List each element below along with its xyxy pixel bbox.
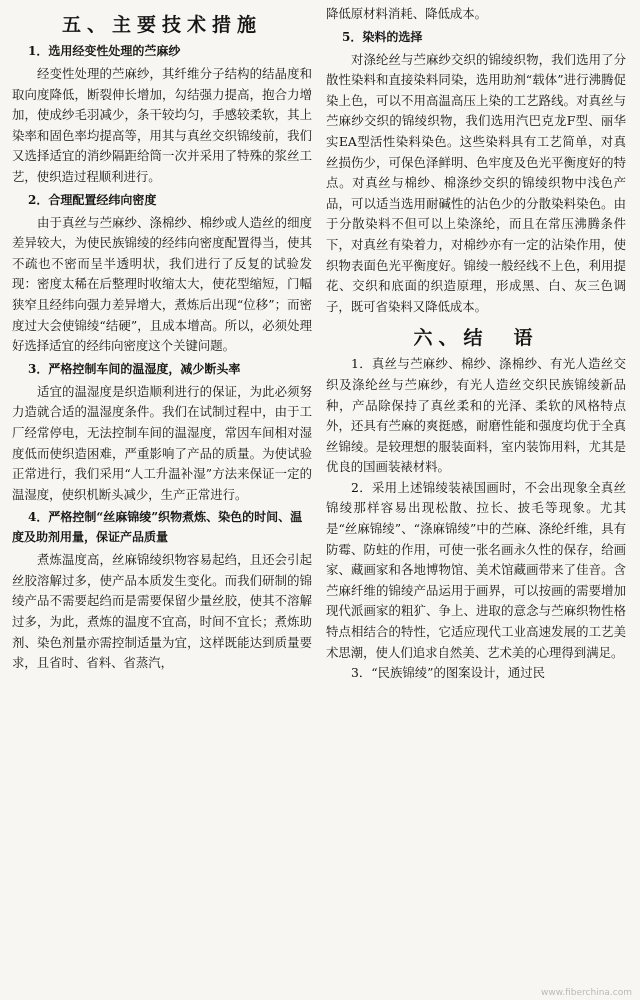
section-title-5: 五、主要技术措施 bbox=[61, 14, 262, 36]
subheading-4: 4．严格控制“丝麻锦绫”织物煮炼、染色的时间、温度及助剂用量，保证产品质量 bbox=[12, 510, 303, 545]
right-column bbox=[326, 4, 626, 1000]
paragraph-4: 煮炼温度高，丝麻锦绫织物容易起绉，且还会引起丝胶溶解过多，使产品本质发生变化。而我们研制的锦绫产品不需要起绉而是需要保留少量丝胶，使其不溶解过多，为此，煮炼的温度不宜高，时间不宜长；煮炼助剂、染色剂量亦需控制适量为宜，这样既能达到质量要求，且省时、省料、省蒸汽， bbox=[12, 552, 312, 671]
subheading-1: 1．选用经变性处理的苎麻纱 bbox=[28, 44, 181, 58]
paragraph-continued: 降低原材料消耗、降低成本。 bbox=[326, 6, 488, 21]
paragraph-3: 适宜的温湿度是织造顺利进行的保证，为此必须努力造就合适的温湿度条件。我们在试制过程中，由于工厂经常停电，无法控制车间的温湿度，常因车间相对湿度低而使织造困难，严重影响了产品的质量。为使试验正常进行，我们采用“人工升温补湿”方法来保证一定的温湿度，使织机断头减少，生产正常进行。 bbox=[12, 383, 312, 502]
left-column bbox=[12, 4, 312, 1000]
conclusion-3: 3．“民族锦绫”的图案设计，通过民 bbox=[351, 665, 546, 681]
paragraph-1: 经变性处理的苎麻纱，其纤维分子结构的结晶度和取向度降低，断裂伸长增加，勾结强力提高，抱合力增加，使成纱毛羽减少，条干较均匀，手感较柔软，其上染率和固色率均提高等，用其与真丝交织锦绫前，我们又选择适宜的消纱隔距给筒一次并采用了特殊的浆丝工艺，使织造过程顺利进行。 bbox=[12, 66, 312, 184]
subheading-5: 5．染料的选择 bbox=[342, 29, 423, 44]
subheading-2: 2．合理配置经纬向密度 bbox=[28, 192, 157, 207]
paragraph-2: 由于真丝与苎麻纱、涤棉纱、棉纱或人造丝的细度差异较大，为使民族锦绫的经纬向密度配置得当，使其不疏也不密而呈半透明状，我们进行了反复的试验发现：密度太稀在后整理时收缩太大，使花型缩短，门幅狭窄且经纬向强力差异增大，煮炼后出现“位移”；而密度过大会使锦绫“结硬”，且成本增高。所以，必须处理好选择适宜的经纬向密度这个关键问题。 bbox=[12, 214, 312, 354]
paragraph-5: 对涤纶丝与苎麻纱交织的锦绫织物，我们选用了分散性染料和直接染料同染，选用助剂“载体”进行沸腾促染上色，可以不用高温高压上染的工艺路线。对真丝与苎麻纱交织的锦绫织物，我们选用汽巴克龙F型、丽华实EA型活性染料染色。这些染料具有工艺简单，对真丝损伤少，可保色泽鲜明、色牢度及色光平衡度好的特点。对真丝与棉纱、棉涤纱交织的锦绫织物中浅色产品，可以适当选用耐碱性的沾色少的分散染料染色。由于分散染料不但可以上染涤纶，而且在常压沸腾条件下，对真丝有染着力，对棉纱亦有一定的沾染作用，使织物表面色光平衡度好。锦绫一般经线不上色，利用提花、交织和底面的织造原理，形成黑、白、灰三色调子，既可省染料又降低成本。 bbox=[326, 51, 626, 314]
conclusion-1: 1．真丝与苎麻纱、棉纱、涤棉纱、有光人造丝交织及涤纶丝与苎麻纱，有光人造丝交织民族锦绫新品种，产品除保持了真丝柔和的光泽、柔软的风格特点外，还具有苎麻的爽挺感，耐磨性能和强度均优于全真丝锦绫。是较理想的服装面料，室内装饰用料，尤其是优良的国画装裱材料。 bbox=[326, 356, 626, 475]
conclusion-2: 2．采用上述锦绫装裱国画时，不会出现象全真丝锦绫那样容易出现松散、拉长、披毛等现象。尤其是“丝麻锦绫”、“涤麻锦绫”中的苎麻、涤纶纤维，具有防霉、防蛀的作用，可使一张名画永久性的保存，给画家、藏画家和各地博物馆、美术馆藏画带来了佳音。含苎麻纤维的锦绫产品运用于画界，可以按画的需要增加现代派画家的粗犷、争上、进取的意念与苎麻织物性格特点相结合的特性，它适应现代工业高速发展的工艺美术思潮，使人们追求自然美、艺术美的心理得到满足。 bbox=[326, 479, 626, 660]
watermark: www.fiberchina.com bbox=[541, 988, 632, 998]
section-title-6: 六、结 语 bbox=[413, 327, 539, 350]
subheading-3: 3．严格控制车间的温湿度，减少断头率 bbox=[28, 361, 241, 376]
